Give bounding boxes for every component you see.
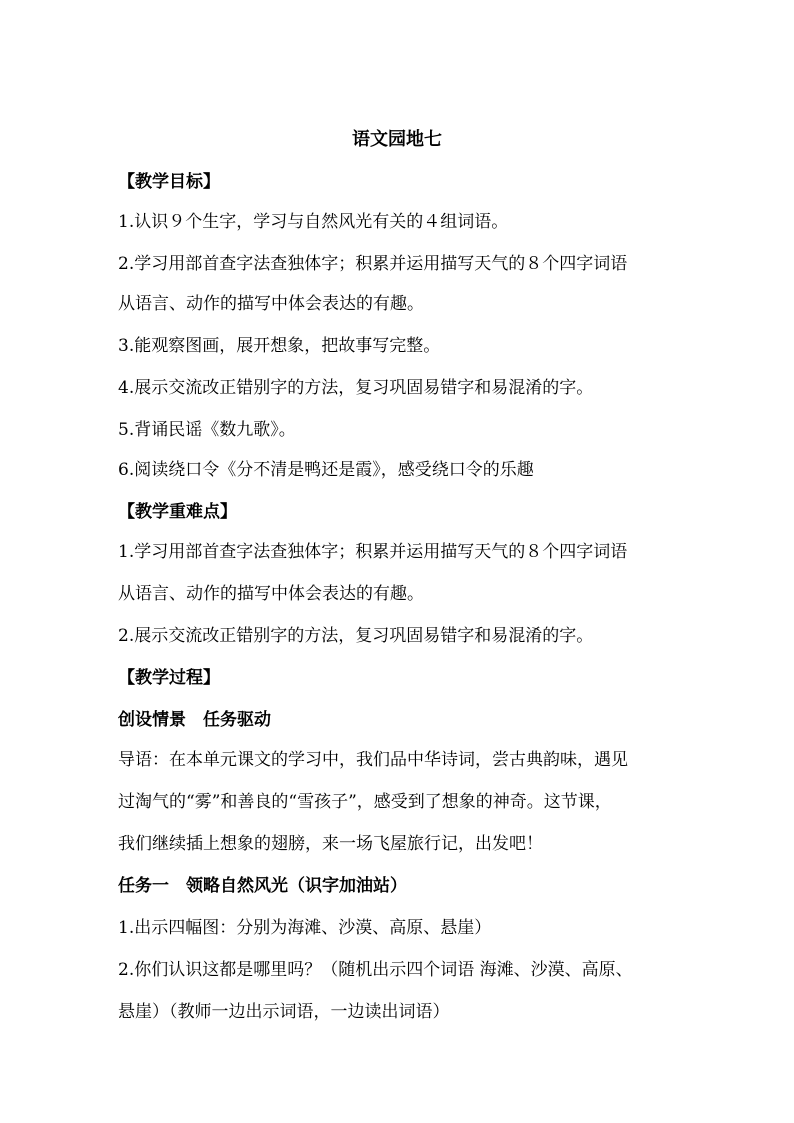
goal-line: 2.学习用部首查字法查独体字；积累并运用描写天气的８个四字词语 <box>118 254 628 274</box>
goal-line: 6.阅读绕口令《分不清是鸭还是霞》，感受绕口令的乐趣 <box>118 460 534 480</box>
intro-line: 导语：在本单元课文的学习中，我们品中华诗词，尝古典韵味，遇见 <box>118 750 628 770</box>
goal-line: 4.展示交流改正错别字的方法，复习巩固易错字和易混淆的字。 <box>118 378 594 398</box>
task1-line: 2.你们认识这都是哪里吗？（随机出示四个词语 海滩、沙漠、高原、 <box>118 960 633 980</box>
intro-line: 过淘气的“雾”和善良的“雪孩子”，感受到了想象的神奇。这节课， <box>118 792 612 812</box>
goal-line: 5.背诵民谣《数九歌》。 <box>118 420 296 440</box>
key-point-line: 从语言、动作的描写中体会表达的有趣。 <box>118 584 424 604</box>
key-point-line: 1.学习用部首查字法查独体字；积累并运用描写天气的８个四字词语 <box>118 542 628 562</box>
task1-line: 悬崖）（教师一边出示词语，一边读出词语） <box>118 1002 450 1022</box>
scene-heading: 创设情景 任务驱动 <box>118 710 271 730</box>
task1-heading: 任务一 领略自然风光（识字加油站） <box>118 876 407 896</box>
goal-line: 3.能观察图画，展开想象，把故事写完整。 <box>118 336 441 356</box>
intro-line: 我们继续插上想象的翅膀，来一场飞屋旅行记，出发吧！ <box>118 834 543 854</box>
task1-line: 1.出示四幅图：分别为海滩、沙漠、高原、悬崖） <box>118 918 492 938</box>
key-point-line: 2.展示交流改正错别字的方法，复习巩固易错字和易混淆的字。 <box>118 626 594 646</box>
goal-line: 从语言、动作的描写中体会表达的有趣。 <box>118 294 424 314</box>
goal-line: 1.认识９个生字，学习与自然风光有关的４组词语。 <box>118 212 509 232</box>
key-points-heading: 【教学重难点】 <box>118 502 237 522</box>
goals-heading: 【教学目标】 <box>118 172 220 192</box>
document-title: 语文园地七 <box>352 129 442 150</box>
process-heading: 【教学过程】 <box>118 668 220 688</box>
